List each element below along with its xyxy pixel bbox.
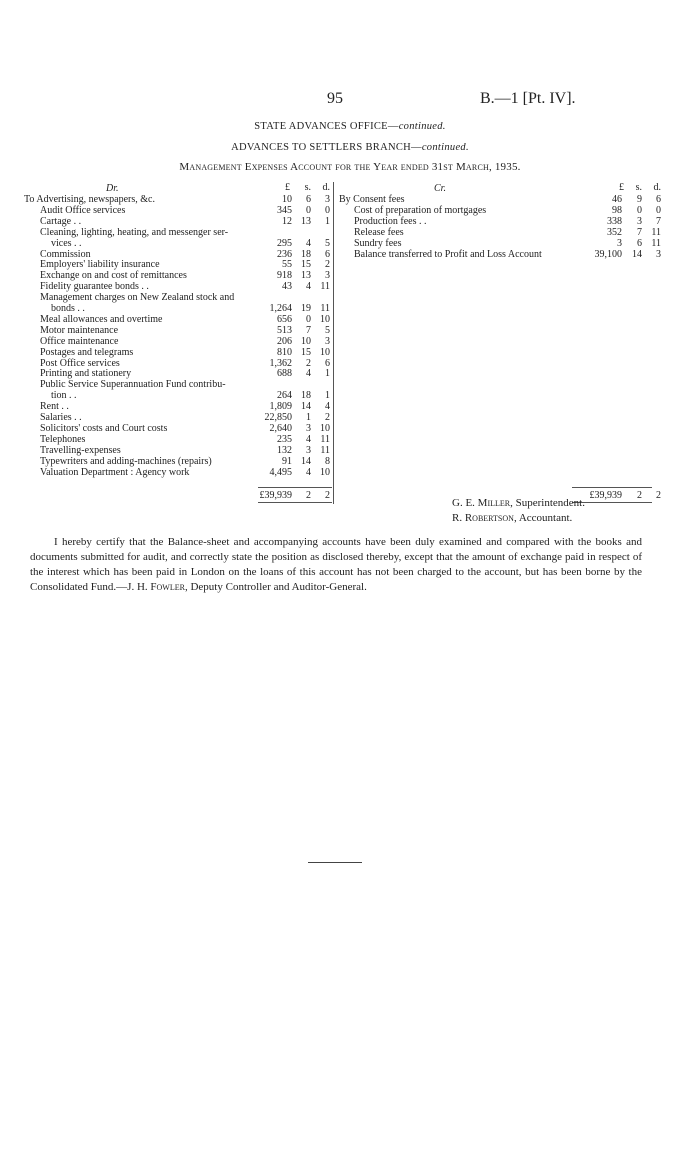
debit-row-label: Solicitors' costs and Court costs [40, 422, 168, 434]
debit-row-pence: 6 [325, 357, 330, 369]
page-reference: B.—1 [Pt. IV]. [480, 90, 576, 107]
credit-row-pence: 6 [656, 194, 661, 205]
certificate-signer: Fowler [150, 581, 185, 593]
branch-title-continued: continued. [421, 142, 469, 153]
credit-total-rule-top [572, 487, 652, 488]
debit-row-pounds: 1,362 [269, 357, 292, 369]
debit-row-label: tion . . [51, 390, 77, 402]
debit-row-label: Valuation Department : Agency work [40, 466, 190, 478]
debit-row-shillings: 4 [306, 237, 311, 249]
page-number: 95 [327, 90, 343, 107]
debit-row-pounds: 43 [282, 281, 292, 293]
debit-row-pence: 1 [325, 390, 330, 402]
debit-row-shillings: 0 [306, 313, 311, 325]
debit-row-pounds: 1,264 [269, 303, 292, 314]
debit-row-label: Commission [40, 248, 91, 260]
debit-row-pounds: 264 [277, 390, 292, 402]
debit-row-pounds: 91 [282, 455, 292, 467]
office-title-main: STATE ADVANCES OFFICE— [254, 121, 399, 132]
credit-row-label: Production fees . . [354, 215, 427, 227]
debit-total-shillings: 2 [306, 490, 311, 501]
debit-row-pounds: 295 [277, 237, 292, 249]
debit-row-label: To Advertising, newspapers, &c. [24, 194, 155, 205]
debit-row-pence: 10 [320, 346, 330, 358]
credit-heading: Cr. [434, 183, 446, 194]
debit-row-pence: 5 [325, 237, 330, 249]
debit-row-label: Public Service Superannuation Fund contribu- [40, 379, 226, 391]
credit-row-shillings: 6 [637, 237, 642, 249]
debit-row-pounds: 10 [282, 194, 292, 205]
debit-row-pence: 10 [320, 466, 330, 478]
signature-initials: G. E. [452, 497, 478, 509]
debit-row-pounds: 656 [277, 313, 292, 325]
credit-col-pence: d. [653, 182, 661, 193]
debit-total-rule-bottom [258, 502, 332, 503]
debit-row-pence: 2 [325, 259, 330, 271]
debit-row-pence: 6 [325, 248, 330, 260]
signature-name: Robertson [464, 512, 514, 524]
debit-row-pence: 11 [320, 303, 330, 314]
debit-row-pence: 4 [325, 401, 330, 413]
credit-row-pence: 3 [656, 248, 661, 260]
credit-row-shillings: 14 [632, 248, 642, 260]
office-title-continued: continued. [398, 121, 446, 132]
debit-row-pence: 3 [325, 335, 330, 347]
debit-row-label: Postages and telegrams [40, 346, 134, 358]
credit-total-shillings: 2 [637, 490, 642, 501]
debit-row-shillings: 18 [301, 390, 311, 402]
debit-total-pence: 2 [325, 490, 330, 501]
credit-row-pence: 11 [651, 226, 661, 238]
debit-row-pounds: 12 [282, 215, 292, 227]
signature-accountant [452, 512, 572, 524]
account-divider [333, 182, 334, 504]
debit-row-pounds: 2,640 [269, 422, 292, 434]
credit-row-pence: 7 [656, 215, 661, 227]
certificate-text: I hereby certify that the Balance-sheet and accompanying accounts have been duly examined and compared with the books and documents submitted for audit, and correctly state the position as disclosed thereby, except that the amount of exchange paid in respect of the interest which has been paid in London on the loans of this account has not been charged to the account, but has been borne by the Consolidated Fund.—J. H. [30, 536, 642, 593]
debit-row-label: Office maintenance [40, 335, 119, 347]
credit-row-pounds: 46 [612, 194, 622, 205]
debit-row-pounds: 810 [277, 346, 292, 358]
debit-row-pounds: 4,495 [269, 466, 292, 478]
debit-row-pounds: 206 [277, 335, 292, 347]
signature-role: , Superintendent. [510, 497, 585, 509]
debit-row-pounds: 132 [277, 444, 292, 456]
debit-row-label: Audit Office services [40, 204, 126, 216]
debit-row-pence: 11 [320, 433, 330, 445]
debit-row-pounds: 55 [282, 259, 292, 271]
credit-row-shillings: 0 [637, 204, 642, 216]
debit-row-label: Employers' liability insurance [40, 259, 160, 271]
debit-row-shillings: 4 [306, 466, 311, 478]
debit-row-shillings: 13 [301, 270, 311, 282]
debit-row-shillings: 4 [306, 433, 311, 445]
debit-row-pounds: 22,850 [264, 412, 292, 423]
debit-row-pounds: 235 [277, 433, 292, 445]
debit-row-shillings: 6 [306, 194, 311, 205]
debit-row-label: Motor maintenance [40, 324, 119, 336]
debit-row-pence: 11 [320, 444, 330, 456]
debit-row-pence: 11 [320, 281, 330, 293]
footer-rule [308, 862, 362, 863]
debit-row-label: Printing and stationery [40, 368, 132, 380]
credit-row-pounds: 338 [607, 215, 622, 227]
debit-row-pounds: 513 [277, 324, 292, 336]
debit-row-pence: 10 [320, 422, 330, 434]
debit-row-pence: 5 [325, 324, 330, 336]
debit-total-rule-top [258, 487, 332, 488]
credit-col-pounds: £ [619, 182, 624, 193]
debit-row-pounds: 1,809 [269, 401, 292, 413]
credit-row-label: By Consent fees [339, 194, 405, 205]
credit-row-shillings: 3 [637, 215, 642, 227]
debit-row-label: Rent . . [40, 401, 69, 413]
debit-row-shillings: 1 [306, 412, 311, 423]
debit-row-shillings: 4 [306, 281, 311, 293]
credit-row-pounds: 98 [612, 204, 622, 216]
debit-row-pounds: 345 [277, 204, 292, 216]
signature-name: Miller [477, 497, 511, 509]
debit-col-pence: d. [322, 182, 330, 193]
debit-row-shillings: 15 [301, 259, 311, 271]
debit-row-label: Telephones [40, 433, 86, 445]
debit-col-shillings: s. [304, 182, 311, 193]
signature-superintendent [452, 497, 585, 509]
credit-row-label: Balance transferred to Profit and Loss Account [354, 248, 542, 260]
credit-total-pence: 2 [656, 490, 661, 501]
debit-row-shillings: 4 [306, 368, 311, 380]
debit-col-pounds: £ [285, 182, 290, 193]
debit-row-pounds: 236 [277, 248, 292, 260]
debit-row-pence: 2 [325, 412, 330, 423]
debit-row-pence: 1 [325, 215, 330, 227]
debit-row-shillings: 3 [306, 422, 311, 434]
debit-row-shillings: 10 [301, 335, 311, 347]
debit-row-shillings: 7 [306, 324, 311, 336]
signature-role: , Accountant. [513, 512, 573, 524]
credit-row-shillings: 7 [637, 226, 642, 238]
debit-row-pence: 3 [325, 270, 330, 282]
debit-row-shillings: 2 [306, 357, 311, 369]
debit-row-pounds: 688 [277, 368, 292, 380]
credit-row-pounds: 352 [607, 226, 622, 238]
debit-row-shillings: 3 [306, 444, 311, 456]
debit-row-pence: 3 [325, 194, 330, 205]
debit-row-label: Management charges on New Zealand stock and [40, 292, 235, 304]
account-title: Management Expenses Account for the Year ended 31st March, 1935. [179, 161, 521, 173]
debit-row-label: Typewriters and adding-machines (repairs) [40, 455, 212, 467]
credit-row-label: Release fees [354, 226, 404, 238]
debit-row-label: Salaries . . [40, 412, 82, 423]
credit-col-shillings: s. [635, 182, 642, 193]
credit-row-label: Sundry fees [354, 237, 402, 249]
debit-row-label: Cleaning, lighting, heating, and messenger ser- [40, 226, 229, 238]
credit-row-pence: 0 [656, 204, 661, 216]
debit-row-label: Post Office services [40, 357, 120, 369]
debit-row-label: Meal allowances and overtime [40, 313, 163, 325]
debit-row-label: Fidelity guarantee bonds . . [40, 281, 149, 293]
debit-row-shillings: 18 [301, 248, 311, 260]
debit-row-shillings: 13 [301, 215, 311, 227]
debit-row-pence: 1 [325, 368, 330, 380]
debit-total-pounds: £39,939 [259, 490, 292, 501]
debit-heading: Dr. [106, 183, 119, 194]
credit-row-pence: 11 [651, 237, 661, 249]
debit-row-shillings: 19 [301, 303, 311, 314]
branch-title [0, 142, 700, 153]
audit-certificate [30, 535, 642, 595]
debit-row-pence: 0 [325, 204, 330, 216]
debit-row-shillings: 0 [306, 204, 311, 216]
office-title [0, 121, 700, 132]
debit-row-shillings: 14 [301, 401, 311, 413]
debit-row-pounds: 918 [277, 270, 292, 282]
debit-row-pence: 8 [325, 455, 330, 467]
credit-row-label: Cost of preparation of mortgages [354, 204, 487, 216]
debit-row-label: Exchange on and cost of remittances [40, 270, 187, 282]
branch-title-main: ADVANCES TO SETTLERS BRANCH— [231, 142, 422, 153]
certificate-signer-title: , Deputy Controller and Auditor-General. [184, 581, 367, 593]
credit-row-pounds: 39,100 [594, 248, 622, 260]
debit-row-label: Travelling-expenses [40, 444, 121, 456]
debit-row-shillings: 15 [301, 346, 311, 358]
debit-row-label: Cartage . . [40, 215, 82, 227]
credit-total-pounds: £39,939 [589, 490, 622, 501]
debit-row-label: vices . . [51, 237, 82, 249]
signature-initials: R. [452, 512, 465, 524]
debit-row-label: bonds . . [51, 303, 85, 314]
debit-row-pence: 10 [320, 313, 330, 325]
credit-row-pounds: 3 [617, 237, 622, 249]
debit-row-shillings: 14 [301, 455, 311, 467]
credit-row-shillings: 9 [637, 194, 642, 205]
